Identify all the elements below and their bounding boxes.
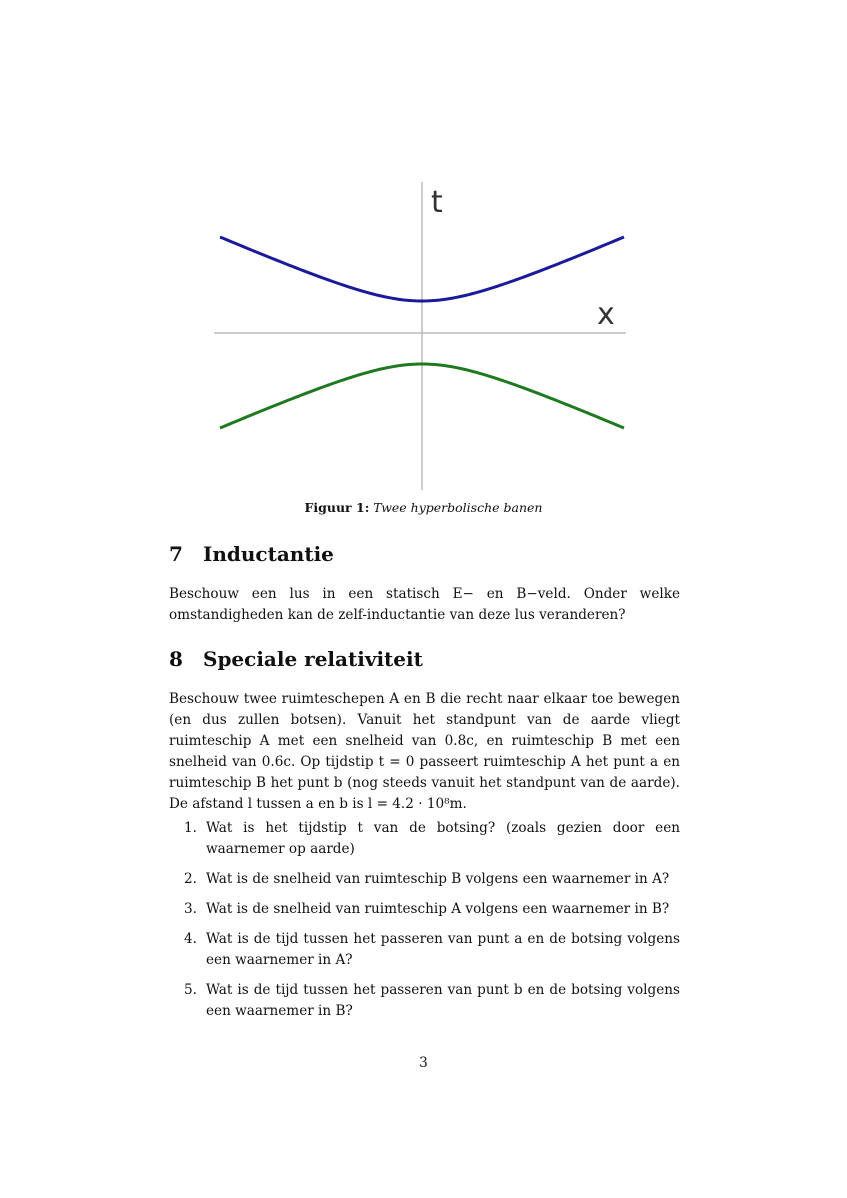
question-text: Wat is de tijd tussen het passeren van punt a en de botsing volgens een waarnemer in A? <box>206 931 680 968</box>
question-text: Wat is de snelheid van ruimteschip A volgens een waarnemer in B? <box>206 901 670 917</box>
question-text: Wat is de tijd tussen het passeren van punt b en de botsing volgens een waarnemer in B? <box>206 982 680 1019</box>
question-text: Wat is de snelheid van ruimteschip B volgens een waarnemer in A? <box>206 871 670 887</box>
section-7-heading <box>169 542 334 566</box>
hyperbola-plot <box>212 176 632 492</box>
list-item <box>169 980 680 1022</box>
caption-label: Figuur 1: <box>304 500 370 515</box>
section-7-text: Beschouw een lus in een statisch E− en B−veld. Onder welke omstandigheden kan de zelf-inductantie van deze lus veranderen? <box>169 586 680 623</box>
list-item <box>169 818 680 860</box>
list-item <box>169 869 680 890</box>
question-number: 2. <box>184 871 197 887</box>
page-number: 3 <box>419 1055 428 1071</box>
section-8-text: Beschouw twee ruimteschepen A en B die recht naar elkaar toe bewegen (en dus zullen botsen). Vanuit het standpunt van de aarde vliegt ruimteschip A met een snelheid van 0.8c, en ruimteschip B met een snelheid van 0.6c. Op tijdstip t = 0 passeert ruimteschip A het punt a en ruimteschip B het punt b (nog steeds vanuit het standpunt van de aarde). De afstand l tussen a en b is l = 4.2 · 10⁸m. <box>169 691 680 812</box>
t-axis-label: t <box>431 185 443 220</box>
question-text: Wat is het tijdstip t van de botsing? (zoals gezien door een waarnemer op aarde) <box>206 820 680 857</box>
section-7-title: Inductantie <box>203 542 334 566</box>
question-number: 3. <box>184 901 197 917</box>
question-number: 5. <box>184 982 197 998</box>
section-8-title: Speciale relativiteit <box>203 647 423 671</box>
section-8-heading <box>169 647 423 671</box>
list-item <box>169 899 680 920</box>
x-axis-label: x <box>597 297 615 332</box>
question-number: 1. <box>184 820 197 836</box>
section-8-number: 8 <box>169 647 183 671</box>
figure-caption <box>0 500 847 515</box>
section-7-number: 7 <box>169 542 183 566</box>
list-item <box>169 929 680 971</box>
question-number: 4. <box>184 931 197 947</box>
question-list <box>169 818 680 1031</box>
hyperbola-figure <box>212 176 632 492</box>
caption-text: Twee hyperbolische banen <box>373 500 543 515</box>
